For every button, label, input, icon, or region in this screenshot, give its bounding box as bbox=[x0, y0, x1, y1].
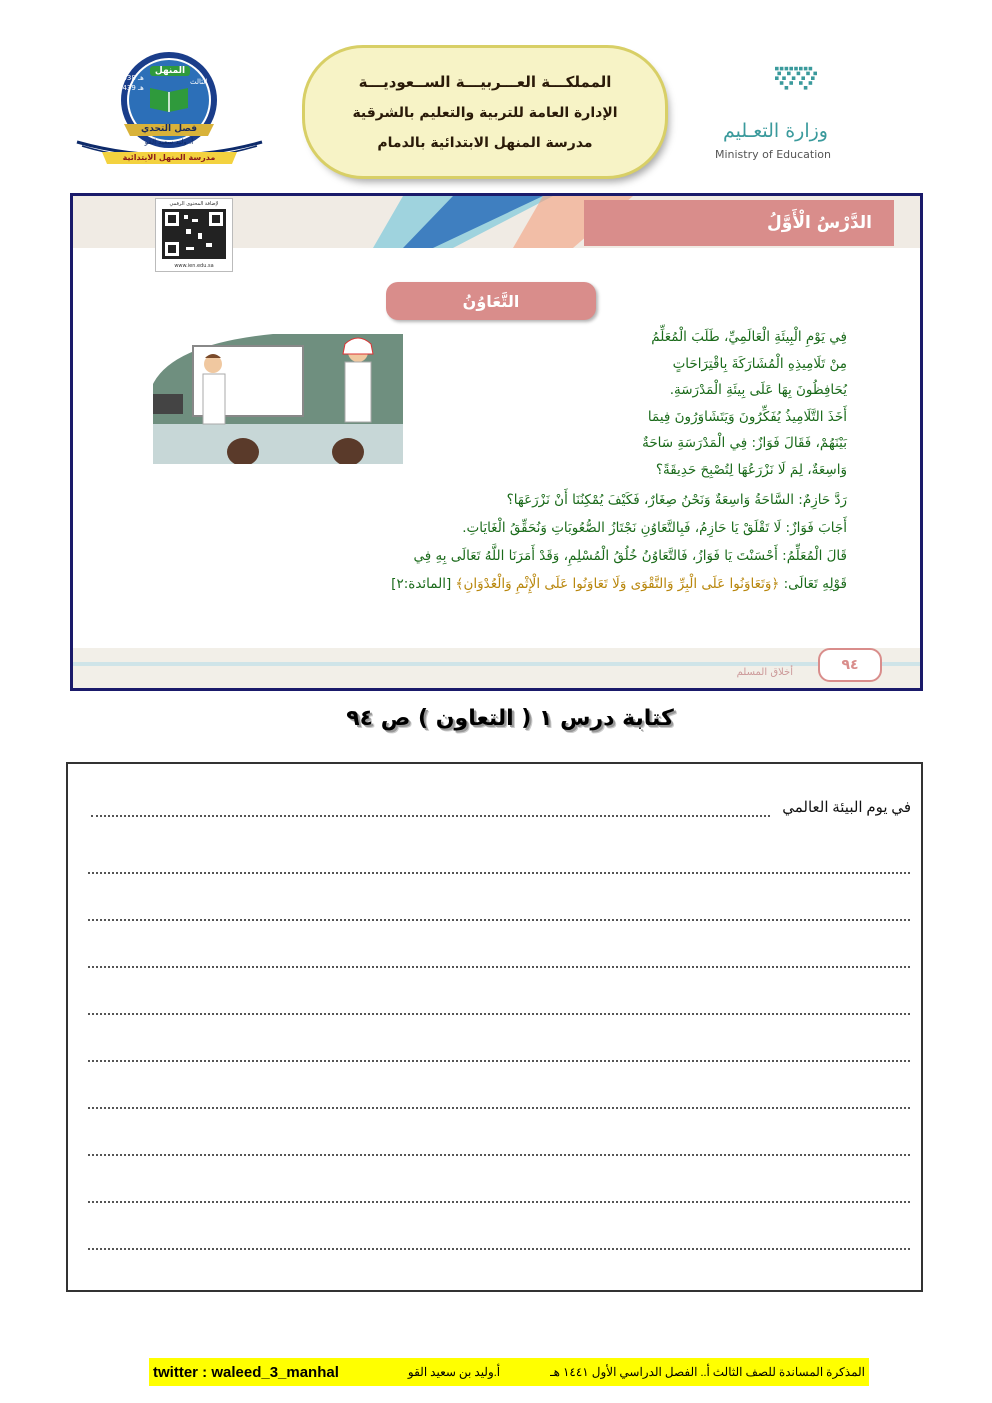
dotted-line[interactable] bbox=[88, 1107, 910, 1109]
story-line: وَاسِعَةٌ، لِمَ لَا نَزْرَعُهَا لِتُصْبِحَ حَدِيقَةً؟ bbox=[655, 461, 847, 478]
header-kingdom: المملكـــة العـــربيـــة الســعوديـــة bbox=[358, 73, 612, 91]
dotted-line[interactable] bbox=[88, 1013, 910, 1015]
header-directorate: الإدارة العامة للتربية والتعليم بالشرقية bbox=[352, 105, 618, 121]
logo-class: فصل التحدي bbox=[141, 124, 197, 134]
logo-teacher: أ. وليد سعيد القو bbox=[144, 138, 194, 146]
story-line: بَيْنَهُمْ، فَقَالَ فَوَازٌ: فِي الْمَدْرَسَةِ سَاحَةٌ bbox=[642, 435, 847, 451]
footer-bar bbox=[73, 662, 920, 666]
dotted-line[interactable] bbox=[88, 1248, 910, 1250]
quran-verse: ﴿وَتَعَاوَنُوا عَلَى الْبِرِّ وَالتَّقْوَى وَلَا تَعَاوَنُوا عَلَى الْإِثْمِ وَالْعُدْوَانِ﴾ bbox=[455, 576, 780, 592]
ministry-name-ar: وزارة التعـليم bbox=[722, 120, 828, 142]
footer-twitter[interactable]: twitter : waleed_3_manhal bbox=[153, 1363, 339, 1381]
story-line: قَالَ الْمُعَلِّمُ: أَحْسَنْتَ يَا فَوَازُ، فَالتَّعَاوُنُ خُلُقُ الْمُسْلِمِ، وَقَدْ أَمَرَنَا اللَّهُ تَعَالَى بِهِ فِي bbox=[413, 548, 847, 564]
page-footer bbox=[149, 1358, 869, 1386]
qr-code-icon bbox=[156, 199, 232, 271]
ministry-dots-icon bbox=[700, 62, 850, 122]
classroom-illustration-icon bbox=[153, 324, 403, 464]
footer-author: أ.وليد بن سعيد القو bbox=[407, 1364, 501, 1379]
logo-year-bottom: 1439 هـ bbox=[118, 84, 144, 92]
page-number-badge: ٩٤ bbox=[818, 648, 882, 682]
dotted-line[interactable] bbox=[88, 1060, 910, 1062]
school-logo bbox=[72, 50, 267, 170]
dotted-line[interactable] bbox=[88, 1154, 910, 1156]
qr-url: www.ien.edu.sa bbox=[174, 263, 214, 269]
dotted-line[interactable] bbox=[88, 966, 910, 968]
dotted-line[interactable] bbox=[88, 919, 910, 921]
lesson-banner-title: الدَّرْسُ الْأَوَّلُ bbox=[584, 200, 894, 246]
writing-first-line[interactable] bbox=[91, 798, 911, 817]
header-school: مدرسة المنهل الابتدائية بالدمام bbox=[377, 135, 593, 151]
story-line: يُحَافِظُونَ بِهَا عَلَى بِيئَةِ الْمَدْرَسَةِ. bbox=[669, 382, 847, 398]
writing-prompt: في يوم البيئة العالمي bbox=[782, 800, 911, 816]
story-line: رَدَّ حَازِمٌ: السَّاحَةُ وَاسِعَةٌ وَنَحْنُ صِغَارٌ، فَكَيْفَ يُمْكِنُنَا أَنْ نَزْرَعَهَا؟ bbox=[506, 492, 847, 508]
story-line: مِنْ تَلَامِيذِهِ الْمُشَارَكَةَ بِاقْتِرَاحَاتٍ bbox=[672, 355, 847, 372]
logo-school: مدرسة المنهل الابتدائية bbox=[122, 153, 216, 162]
logo-year-top: 1438 هـ bbox=[118, 74, 144, 82]
qr-code[interactable] bbox=[155, 198, 233, 272]
logo-name: المنهل bbox=[150, 66, 190, 76]
dotted-line[interactable] bbox=[88, 872, 910, 874]
assignment-title: كتابة درس ١ ( التعاون ) ص ٩٤ bbox=[346, 706, 674, 731]
header-title-box bbox=[305, 48, 665, 176]
story-line: أَجَابَ فَوَازٌ: لَا تَقْلَقْ يَا حَازِمُ، فَبِالتَّعَاوُنِ نَجْتَازُ الصُّعُوبَاتِ وَنُحَقِّقُ الْغَايَاتِ. bbox=[462, 520, 847, 536]
story-paragraph bbox=[413, 324, 847, 483]
story-line: فِي يَوْمِ الْبِيئَةِ الْعَالَمِيِّ، طَلَبَ الْمُعَلِّمُ bbox=[651, 329, 847, 345]
dotted-line[interactable] bbox=[88, 1201, 910, 1203]
qr-caption: لإضافة المحتوى الرقمي bbox=[169, 201, 219, 207]
story-line: أَخَذَ التَّلَامِيذُ يُفَكِّرُونَ وَيَتَشَاوَرُونَ فِيمَا bbox=[647, 408, 847, 425]
unit-label: أخلاق المسلم bbox=[736, 667, 793, 678]
footer-memo: المذكرة المساندة للصف الثالث أ.. الفصل الدراسي الأول ١٤٤١ هـ bbox=[550, 1364, 865, 1379]
dotted-line[interactable] bbox=[91, 801, 770, 817]
lesson-title: التَّعَاوُنُ bbox=[386, 282, 596, 320]
verse-prefix: قَوْلِهِ تَعَالَى: bbox=[779, 576, 847, 592]
logo-grade: الثالث bbox=[190, 78, 208, 86]
book-footer bbox=[73, 648, 920, 688]
verse-line bbox=[153, 570, 847, 598]
verse-reference: [المائدة:٢] bbox=[391, 576, 452, 592]
ministry-name-en: Ministry of Education bbox=[714, 148, 831, 161]
story-continuation bbox=[153, 486, 847, 598]
writing-area[interactable] bbox=[66, 762, 923, 1292]
textbook-page bbox=[70, 193, 923, 691]
